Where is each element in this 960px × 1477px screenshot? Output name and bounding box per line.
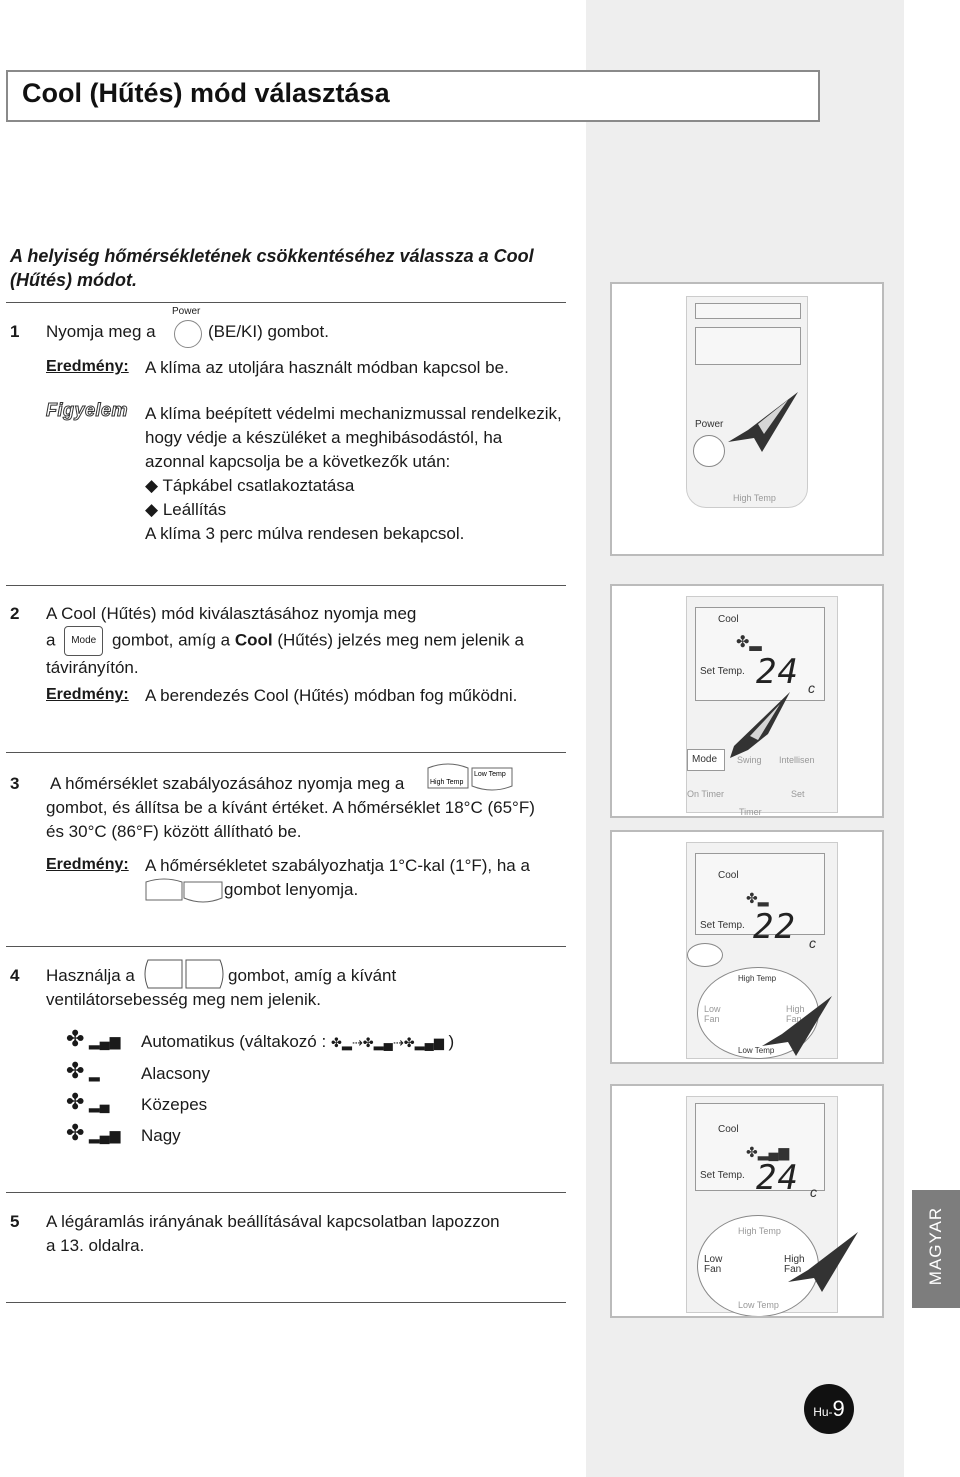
fan-mode-auto [66,1026,120,1052]
step4-line2: ventilátorsebesség meg nem jelenik. [46,990,321,1009]
fan-mode-label: Nagy [141,1126,181,1145]
high-text: High [784,1254,805,1265]
step4-text-b: gombot, amíg a kívánt [228,966,397,985]
note-line: hogy védje a készüléket a meghibásodástól, ha [145,428,503,447]
set-temp-text: Set Temp. [700,1170,745,1181]
step-number: 2 [10,604,20,623]
power-button [687,943,723,967]
unit-text: c [810,1184,817,1200]
divider [6,752,566,753]
step1-text-a: Nyomja meg a [46,322,156,341]
result-text-2: gombot lenyomja. [224,880,359,899]
divider [6,302,566,303]
text: (Hűtés) jelzés meg nem jelenik a [277,630,524,650]
result-text: A klíma az utoljára használt módban kapcsol be. [145,358,509,377]
note-line: A klíma 3 perc múlva rendesen bekapcsol. [145,524,465,543]
text: gombot, amíg a [111,630,231,650]
fan-text: Fan [704,1014,720,1024]
low-temp-text: Low Temp [474,771,506,778]
result-text: A hőmérsékletet szabályozhatja 1°C-kal (1°F), ha a [145,856,530,875]
temperature-readout: 22 [753,907,796,947]
note-line: azonnal kapcsolja be a következők után: [145,452,451,471]
pointer-arrow-icon [788,1230,868,1300]
diamond-icon: ◆ [145,476,159,495]
high-temp-text: High Temp [733,493,776,503]
result-text: A berendezés Cool (Hűtés) módban fog működni. [145,686,518,705]
step3-line: és 30°C (86°F) között állítható be. [46,822,302,841]
remote-illustration-power [610,282,884,556]
power-text: Power [695,419,724,430]
step3-body [46,796,576,844]
pointer-arrow-icon [730,690,810,760]
step-number: 5 [10,1212,20,1231]
bullet-text: Tápkábel csatlakoztatása [162,476,355,495]
step1-text-b: (BE/KI) gombot. [208,322,329,341]
fan-buttons-icon [144,958,224,990]
step5-line: A légáramlás irányának beállításával kapcsolatban lapozzon [46,1212,500,1231]
timer-text: Timer [739,807,762,817]
cool-text: Cool [718,1124,739,1135]
cycle-icon: ✤▂⇢✤▂▄⇢✤▂▄▆ [330,1035,444,1050]
fan-text: Fan [784,1264,802,1275]
temperature-readout: 24 [756,652,799,692]
page-prefix: Hu- [813,1405,833,1419]
step5-body [46,1210,576,1258]
step3-line: gombot, és állítsa be a kívánt értéket. A hőmérséklet 18°C (65°F) [46,798,535,817]
divider [6,585,566,586]
low-text: Low [704,1004,721,1014]
unit-text: c [809,935,816,951]
text: a [46,630,56,650]
remote-display [695,607,825,701]
power-label: Power [172,306,201,317]
power-button [693,435,725,467]
cool-bold: Cool [234,630,273,650]
step5-line: a 13. oldalra. [46,1236,145,1255]
fan-text: Fan [704,1264,722,1275]
high-temp-text: High Temp [738,974,777,983]
remote-display [695,327,801,365]
unit-text: c [808,680,815,696]
pointer-arrow-icon [762,994,842,1064]
divider [6,1302,566,1303]
fan-mode-medium [66,1089,110,1115]
bullet-text: Leállítás [162,500,227,519]
power-button-icon [174,320,202,348]
remote-display [695,303,801,319]
fan-mode-text: Automatikus (váltakozó : [141,1032,327,1051]
result-label: Eredmény: [46,856,129,873]
step4-text-a: Használja a [46,966,135,985]
text: ) [448,1032,455,1051]
note-bullet [145,474,575,498]
fan-icon: ✤▂▄▆ [746,1144,790,1160]
low-temp-text: Low Temp [738,1046,775,1055]
remote-display [695,1103,825,1200]
set-temp-text: Set Temp. [700,666,745,677]
note-label: Figyelem [46,400,129,420]
step2-body [46,602,576,680]
high-temp-text: High Temp [738,1226,781,1236]
bars-icon: ▂▄▆ [88,1033,121,1049]
note-line: A klíma beépített védelmi mechanizmussal rendelkezik, [145,404,562,423]
fan-icon: ✤ [66,1026,85,1051]
language-tab [912,1190,960,1308]
diamond-icon: ◆ [145,500,159,519]
fan-mode-high [66,1120,120,1146]
bars-icon: ▂▄ [88,1096,110,1112]
fan-icon: ✤▂ [736,634,762,651]
fan-mode-label: Alacsony [141,1064,210,1083]
temp-buttons-icon [144,878,224,904]
bars-icon: ▂▄▆ [88,1127,121,1143]
fan-icon: ✤ [66,1058,85,1083]
step-number: 1 [10,322,20,341]
cool-text: Cool [718,614,739,625]
result-label: Eredmény: [46,358,129,375]
note-body [145,402,575,546]
step-number: 3 [10,774,20,793]
fan-mode-label [141,1030,454,1055]
low-temp-text: Low Temp [738,1300,779,1310]
mode-button-icon: Mode [64,626,103,656]
intro-text: A helyiség hőmérsékletének csökkentéséhez válassza a Cool (Hűtés) módot. [10,246,534,290]
set-temp-text: Set Temp. [700,920,745,931]
remote-illustration-temp [610,830,884,1064]
set-text: Set [791,789,805,799]
remote-illustration-fan [610,1084,884,1318]
on-timer-text: On Timer [687,789,725,799]
fan-mode-label: Közepes [141,1095,208,1114]
cool-text: Cool [718,870,739,881]
step2-line: A Cool (Hűtés) mód kiválasztásához nyomja meg [46,604,417,623]
fan-mode-low [66,1058,100,1084]
step2-line: távirányítón. [46,658,139,677]
result-label: Eredmény: [46,686,129,703]
fan-icon: ✤ [66,1120,85,1145]
temp-buttons-icon [426,762,516,792]
swing-text: Swing [737,755,762,765]
page-number: 9 [832,1396,845,1421]
fan-icon: ✤▂ [746,890,769,906]
high-temp-text: High Temp [430,779,464,786]
step3-line1: A hőmérséklet szabályozásához nyomja meg a [50,774,405,793]
fan-text: Fan [786,1014,802,1024]
fan-icon: ✤ [66,1089,85,1114]
remote-illustration-mode [610,584,884,818]
mode-text: Mode [692,754,718,765]
divider [6,946,566,947]
pointer-arrow-icon [728,390,808,460]
low-text: Low [704,1254,723,1265]
mode-button [687,749,725,771]
temperature-readout: 24 [756,1158,799,1198]
title-box [6,70,820,122]
bars-icon: ▂ [88,1065,100,1081]
high-text: High [786,1004,805,1014]
intell-text: Intellisen [779,755,815,765]
page-number-badge [804,1384,854,1434]
language-label: MAGYAR [926,1206,945,1286]
divider [6,1192,566,1193]
step-number: 4 [10,966,20,985]
step2-line [46,626,576,656]
note-bullet [145,498,575,522]
page-title: Cool (Hűtés) mód választása [22,78,390,108]
